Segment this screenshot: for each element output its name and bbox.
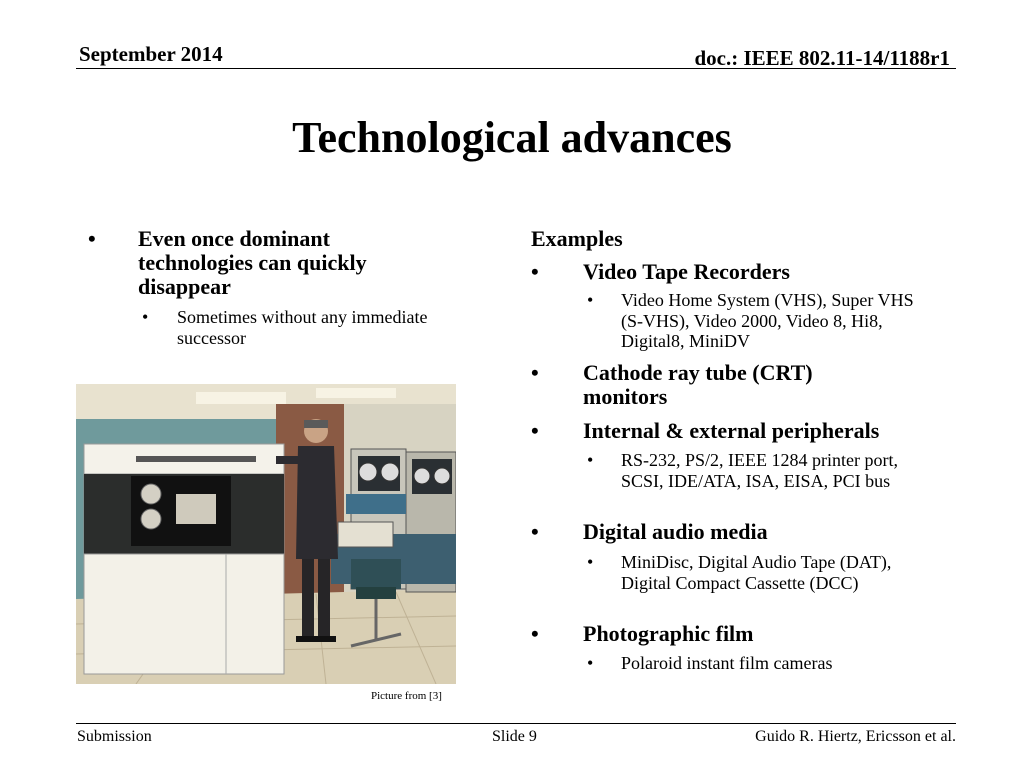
left-sub-bullet: Sometimes without any immediate successor xyxy=(177,307,428,348)
footer-submission: Submission xyxy=(77,728,152,745)
sub-bullet-marker: • xyxy=(587,450,594,470)
header-date: September 2014 xyxy=(79,42,223,66)
example-sub-vtr: Video Home System (VHS), Super VHS (S-VHS), Video 2000, Video 8, Hi8, Digital8, MiniDV xyxy=(621,290,914,351)
example-item-film: Photographic film xyxy=(583,621,754,646)
header-rule xyxy=(76,68,956,69)
photo-caption: Picture from [3] xyxy=(371,690,442,702)
left-bullet: Even once dominant technologies can quickly disappear xyxy=(138,226,367,299)
footer-slide-number: Slide 9 xyxy=(492,728,537,745)
examples-heading: Examples xyxy=(531,226,623,251)
header-doc-id: doc.: IEEE 802.11-14/1188r1 xyxy=(694,46,950,70)
sub-bullet-marker: • xyxy=(587,653,594,673)
example-item-peripherals: Internal & external peripherals xyxy=(583,418,880,443)
example-item-audio: Digital audio media xyxy=(583,519,768,544)
example-item-vtr: Video Tape Recorders xyxy=(583,259,790,284)
bullet-marker: • xyxy=(531,519,539,544)
example-sub-film: Polaroid instant film cameras xyxy=(621,653,833,673)
bullet-marker: • xyxy=(531,360,539,385)
footer-rule xyxy=(76,723,956,724)
slide-title: Technological advances xyxy=(292,113,732,162)
bullet-marker: • xyxy=(531,259,539,284)
sub-bullet-marker: • xyxy=(587,552,594,572)
sub-bullet-marker: • xyxy=(142,307,149,327)
example-sub-peripherals: RS-232, PS/2, IEEE 1284 printer port, SCSI, IDE/ATA, ISA, EISA, PCI bus xyxy=(621,450,898,491)
bullet-marker: • xyxy=(531,418,539,443)
example-sub-audio: MiniDisc, Digital Audio Tape (DAT), Digital Compact Cassette (DCC) xyxy=(621,552,892,593)
example-item-crt: Cathode ray tube (CRT) monitors xyxy=(583,360,813,409)
bullet-marker: • xyxy=(88,226,96,251)
sub-bullet-marker: • xyxy=(587,290,594,310)
footer-author: Guido R. Hiertz, Ericsson et al. xyxy=(755,728,956,745)
bullet-marker: • xyxy=(531,621,539,646)
mainframe-photo xyxy=(76,384,456,684)
